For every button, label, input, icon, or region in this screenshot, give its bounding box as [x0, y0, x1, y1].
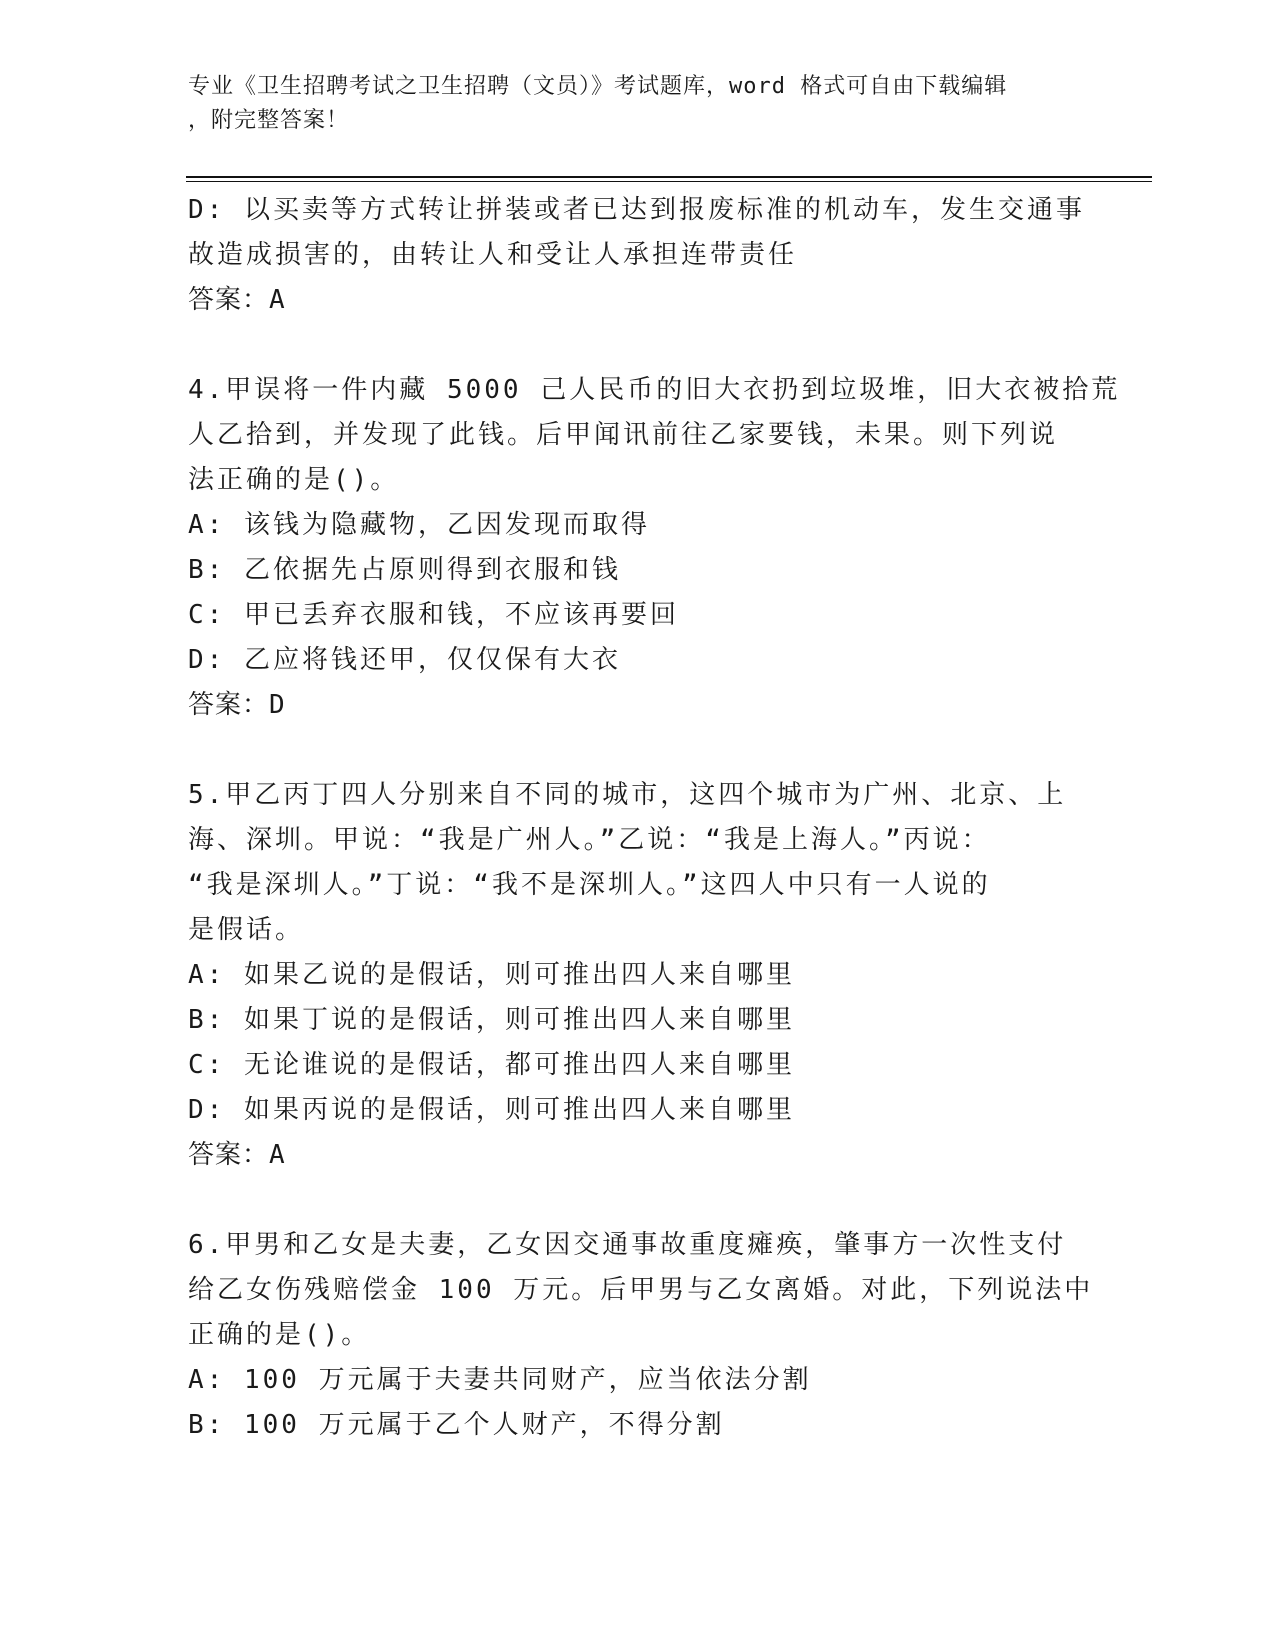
- question-stem-line: 正确的是()。: [188, 1320, 371, 1350]
- spacer: [188, 1178, 1108, 1223]
- question-stem-line: 人乙拾到，并发现了此钱。后甲闻讯前往乙家要钱，未果。则下列说: [188, 420, 1059, 450]
- answer-value: A: [269, 1140, 286, 1170]
- question-6: [188, 1223, 1108, 1448]
- option-c: C: 甲已丢弃衣服和钱，不应该再要回: [188, 600, 679, 630]
- question-stem-line: 法正确的是()。: [188, 465, 400, 495]
- question-list: [188, 188, 1121, 1448]
- question-4: [188, 368, 1121, 728]
- option-d: D: 如果丙说的是假话，则可推出四人来自哪里: [188, 1095, 795, 1125]
- question-stem-line: 6.甲男和乙女是夫妻，乙女因交通事故重度瘫痪，肇事方一次性支付: [188, 1230, 1067, 1260]
- option-b: B: 100 万元属于乙个人财产，不得分割: [188, 1410, 725, 1440]
- answer-line: [188, 683, 1108, 728]
- answer-label: 答案：: [188, 1140, 270, 1170]
- question-stem-line: 给乙女伤残赔偿金 100 万元。后甲男与乙女离婚。对此，下列说法中: [188, 1275, 1094, 1305]
- answer-line: [188, 278, 1108, 323]
- option-a: A: 如果乙说的是假话，则可推出四人来自哪里: [188, 960, 795, 990]
- option-b: B: 如果丁说的是假话，则可推出四人来自哪里: [188, 1005, 795, 1035]
- option-c: C: 无论谁说的是假话，都可推出四人来自哪里: [188, 1050, 795, 1080]
- answer-label: 答案：: [188, 285, 270, 315]
- question-stem-line: 海、深圳。甲说：“我是广州人。”乙说：“我是上海人。”丙说：: [188, 825, 991, 855]
- answer-line: [188, 1133, 1108, 1178]
- option-b: B: 乙依据先占原则得到衣服和钱: [188, 555, 621, 585]
- question-stem-line: 5.甲乙丙丁四人分别来自不同的城市，这四个城市为广州、北京、上: [188, 780, 1067, 810]
- spacer: [188, 728, 1108, 773]
- option-d: D: 以买卖等方式转让拼装或者已达到报废标准的机动车，发生交通事: [188, 195, 1085, 225]
- header-line-2: ，附完整答案！: [188, 108, 350, 133]
- option-a: A: 100 万元属于夫妻共同财产，应当依法分割: [188, 1365, 812, 1395]
- question-prev-tail: [188, 188, 1108, 323]
- option-a: A: 该钱为隐藏物，乙因发现而取得: [188, 510, 650, 540]
- option-d: D: 乙应将钱还甲，仅仅保有大衣: [188, 645, 621, 675]
- answer-label: 答案：: [188, 690, 270, 720]
- header-divider-thin: [186, 181, 1152, 182]
- spacer: [188, 323, 1108, 368]
- answer-value: A: [269, 285, 286, 315]
- answer-value: D: [269, 690, 286, 720]
- document-header: [188, 70, 1108, 138]
- question-stem-line: 是假话。: [188, 915, 305, 945]
- question-5: [188, 773, 1108, 1178]
- header-divider-thick: [186, 176, 1152, 178]
- question-stem-line: 4.甲误将一件内藏 5000 己人民币的旧大衣扔到垃圾堆，旧大衣被拾荒: [188, 375, 1121, 405]
- header-line-1: 专业《卫生招聘考试之卫生招聘（文员）》考试题库，word 格式可自由下载编辑: [188, 74, 1008, 99]
- option-d-continued: 故造成损害的，由转让人和受让人承担连带责任: [188, 240, 798, 270]
- question-stem-line: “我是深圳人。”丁说：“我不是深圳人。”这四人中只有一人说的: [188, 870, 991, 900]
